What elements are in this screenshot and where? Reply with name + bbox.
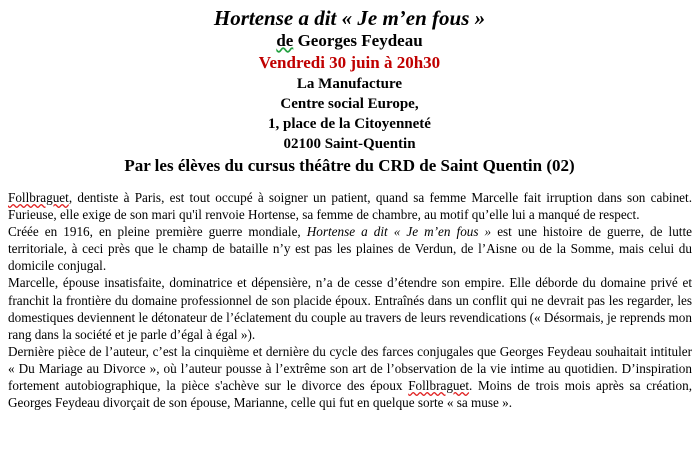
event-date: Vendredi 30 juin à 20h30 xyxy=(258,53,441,72)
venue-name: La Manufacture xyxy=(296,76,403,92)
paragraph-text: Créée en 1916, en pleine première guerre mondiale, xyxy=(8,224,307,240)
paragraph-text: , dentiste à Paris, est tout occupé à soigner un patient, quand sa femme Marcelle fait irruption dans son cabinet. Furieuse, elle exige de son mari qu'il renvoie Hortense, sa femme de chambre, au motif qu’elle lui a manqué de respect. xyxy=(8,190,692,223)
author-name: Georges Feydeau xyxy=(293,31,423,50)
paragraph-history xyxy=(8,223,692,274)
author-prefix: de xyxy=(276,31,294,50)
venue-street: 1, place de la Citoyenneté xyxy=(268,116,431,132)
character-name: Follbraguet xyxy=(8,190,69,205)
event-header xyxy=(0,6,699,178)
venue-city: 02100 Saint-Quentin xyxy=(283,136,416,152)
performers-line: Par les élèves du cursus théâtre du CRD de Saint Quentin (02) xyxy=(124,156,575,175)
paragraph-text: est une histoire de guerre, de lutte territoriale, à ceci près que le champ de bataille n’y est pas les plaines de Verdun, de l’Aisne ou de la Somme, mais celui du domicile conjugal. xyxy=(8,224,692,274)
paragraph-text: Dernière pièce de l’auteur, c’est la cinquième et dernière du cycle des farces conjugales que Georges Feydeau souhaitait intituler « Du Mariage au Divorce », où l’auteur pousse à l’extrême son art de l’observation de la vie intime au quotidien. D’inspiration fortement autobiographique, la pièce s'achève sur le divorce des époux xyxy=(8,343,692,394)
venue-building: Centre social Europe, xyxy=(280,96,419,112)
paragraph-synopsis xyxy=(8,189,692,223)
paragraph-marcelle: Marcelle, épouse insatisfaite, dominatrice et dépensière, n’a de cesse d’étendre son empire. Elle déborde du domaine privé et franchit la frontière du domaine professionnel de son placide époux. Entraînés dans un conflit qui ne devrait pas les regarder, les domestiques deviennent le détonateur de l’éclatement du couple au travers de leurs revendications (« Désormais, je reprends mon rang dans la société et je parle d’égal à égal »). xyxy=(8,275,692,342)
play-title: Hortense a dit « Je m’en fous » xyxy=(213,6,486,30)
play-description xyxy=(8,189,692,411)
play-title-inline: Hortense a dit « Je m’en fous » xyxy=(306,224,492,240)
paragraph-text: . Moins de trois mois après sa création, Georges Feydeau divorçait de son épouse, Marianne, celle qui fut en quelque sorte « sa muse ». xyxy=(8,378,693,411)
paragraph-context xyxy=(8,343,692,411)
character-name: Follbraguet xyxy=(408,378,470,394)
author-line xyxy=(0,30,699,52)
